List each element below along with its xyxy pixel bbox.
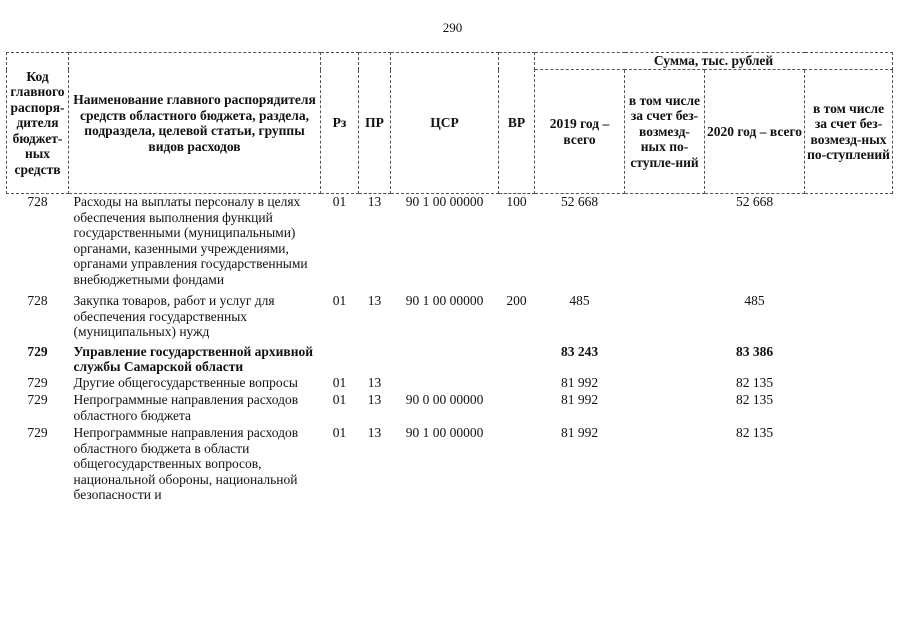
cell-pr: 13 (367, 392, 382, 407)
cell-csr: 90 1 00 00000 (405, 194, 484, 209)
cell-2019-total: 485 (569, 293, 590, 308)
cell-rz: 01 (332, 425, 347, 440)
cell-csr (391, 340, 499, 375)
cell-vr: 100 (506, 194, 527, 209)
cell-2019-total: 81 992 (560, 374, 599, 390)
cell-2020-total: 83 386 (735, 343, 774, 359)
cell-pr: 13 (367, 194, 382, 209)
cell-name: Расходы на выплаты персоналу в целях обеспечения выполнения функций государственными (муниципальными) органами, казенными учреждениями, органами управления государственными внебюджетными фондами (73, 194, 308, 287)
cell-name: Управление государственной архивной службы Самарской области (73, 343, 314, 374)
cell-code: 728 (27, 293, 48, 308)
cell-rz: 01 (332, 194, 347, 209)
cell-2019-total: 81 992 (560, 392, 599, 407)
page-number: 290 (442, 20, 463, 35)
cell-2020-free (805, 194, 893, 288)
cell-name: Непрограммные направления расходов областного бюджета в области общегосударственных вопросов, национальной обороны, национальной безопасности и (73, 425, 299, 502)
cell-csr (391, 375, 499, 391)
cell-pr: 13 (367, 293, 382, 308)
cell-name: Другие общегосударственные вопросы (73, 374, 298, 390)
cell-csr: 90 1 00 00000 (405, 293, 484, 308)
cell-2019-total: 83 243 (560, 343, 599, 359)
cell-2020-total: 82 135 (735, 392, 774, 407)
cell-2020-free (805, 375, 893, 391)
cell-2019-free (625, 390, 705, 423)
table-row (7, 390, 893, 423)
cell-pr (359, 340, 391, 375)
table-row (7, 194, 893, 288)
cell-2020-total: 82 135 (735, 425, 774, 440)
cell-vr (499, 340, 535, 375)
table-row (7, 375, 893, 391)
cell-rz: 01 (332, 392, 347, 407)
cell-2019-free (625, 375, 705, 391)
header-2020-free: в том числе за счет без-возмезд-ных по-ступлений (805, 70, 893, 194)
cell-2019-free (625, 340, 705, 375)
cell-pr: 13 (367, 425, 382, 440)
cell-2020-total: 485 (744, 293, 765, 308)
table-row (7, 340, 893, 375)
cell-2019-free (625, 194, 705, 288)
cell-rz: 01 (332, 293, 347, 308)
cell-vr: 200 (506, 293, 527, 308)
table-row (7, 287, 893, 340)
cell-rz: 01 (332, 374, 347, 390)
cell-2020-free (805, 287, 893, 340)
header-2019-total: 2019 год – всего (535, 70, 625, 194)
cell-2019-total: 81 992 (560, 425, 599, 440)
cell-2019-free (625, 287, 705, 340)
header-vr: ВР (499, 53, 535, 194)
cell-vr (499, 423, 535, 503)
cell-csr: 90 1 00 00000 (405, 425, 484, 440)
budget-table (6, 52, 893, 503)
cell-2020-free (805, 390, 893, 423)
cell-2020-total: 52 668 (735, 194, 774, 209)
cell-name: Непрограммные направления расходов областного бюджета (73, 392, 299, 423)
cell-code: 729 (27, 343, 48, 359)
cell-code: 729 (27, 392, 48, 407)
header-sum: Сумма, тыс. рублей (535, 53, 893, 70)
header-name: Наименование главного распорядителя средств областного бюджета, раздела, подраздела, целевой статьи, группы видов расходов (69, 53, 321, 194)
cell-2020-free (805, 340, 893, 375)
cell-csr: 90 0 00 00000 (405, 392, 484, 407)
cell-code: 728 (27, 194, 48, 209)
cell-2020-free (805, 423, 893, 503)
header-2019-free: в том числе за счет без-возмезд-ных по-ступле-ний (625, 70, 705, 194)
cell-2020-total: 82 135 (735, 374, 774, 390)
header-code: Код главного распоря-дителя бюджет-ных средств (7, 53, 69, 194)
cell-code: 729 (27, 425, 48, 440)
table-row (7, 423, 893, 503)
cell-code: 729 (27, 374, 48, 390)
cell-pr: 13 (367, 374, 382, 390)
cell-2019-free (625, 423, 705, 503)
header-pr: ПР (359, 53, 391, 194)
cell-name: Закупка товаров, работ и услуг для обеспечения государственных (муниципальных) нужд (73, 293, 275, 339)
header-rz: Рз (321, 53, 359, 194)
cell-vr (499, 390, 535, 423)
header-csr: ЦСР (391, 53, 499, 194)
cell-2019-total: 52 668 (560, 194, 599, 209)
cell-vr (499, 375, 535, 391)
cell-rz (321, 340, 359, 375)
header-2020-total: 2020 год – всего (705, 70, 805, 194)
